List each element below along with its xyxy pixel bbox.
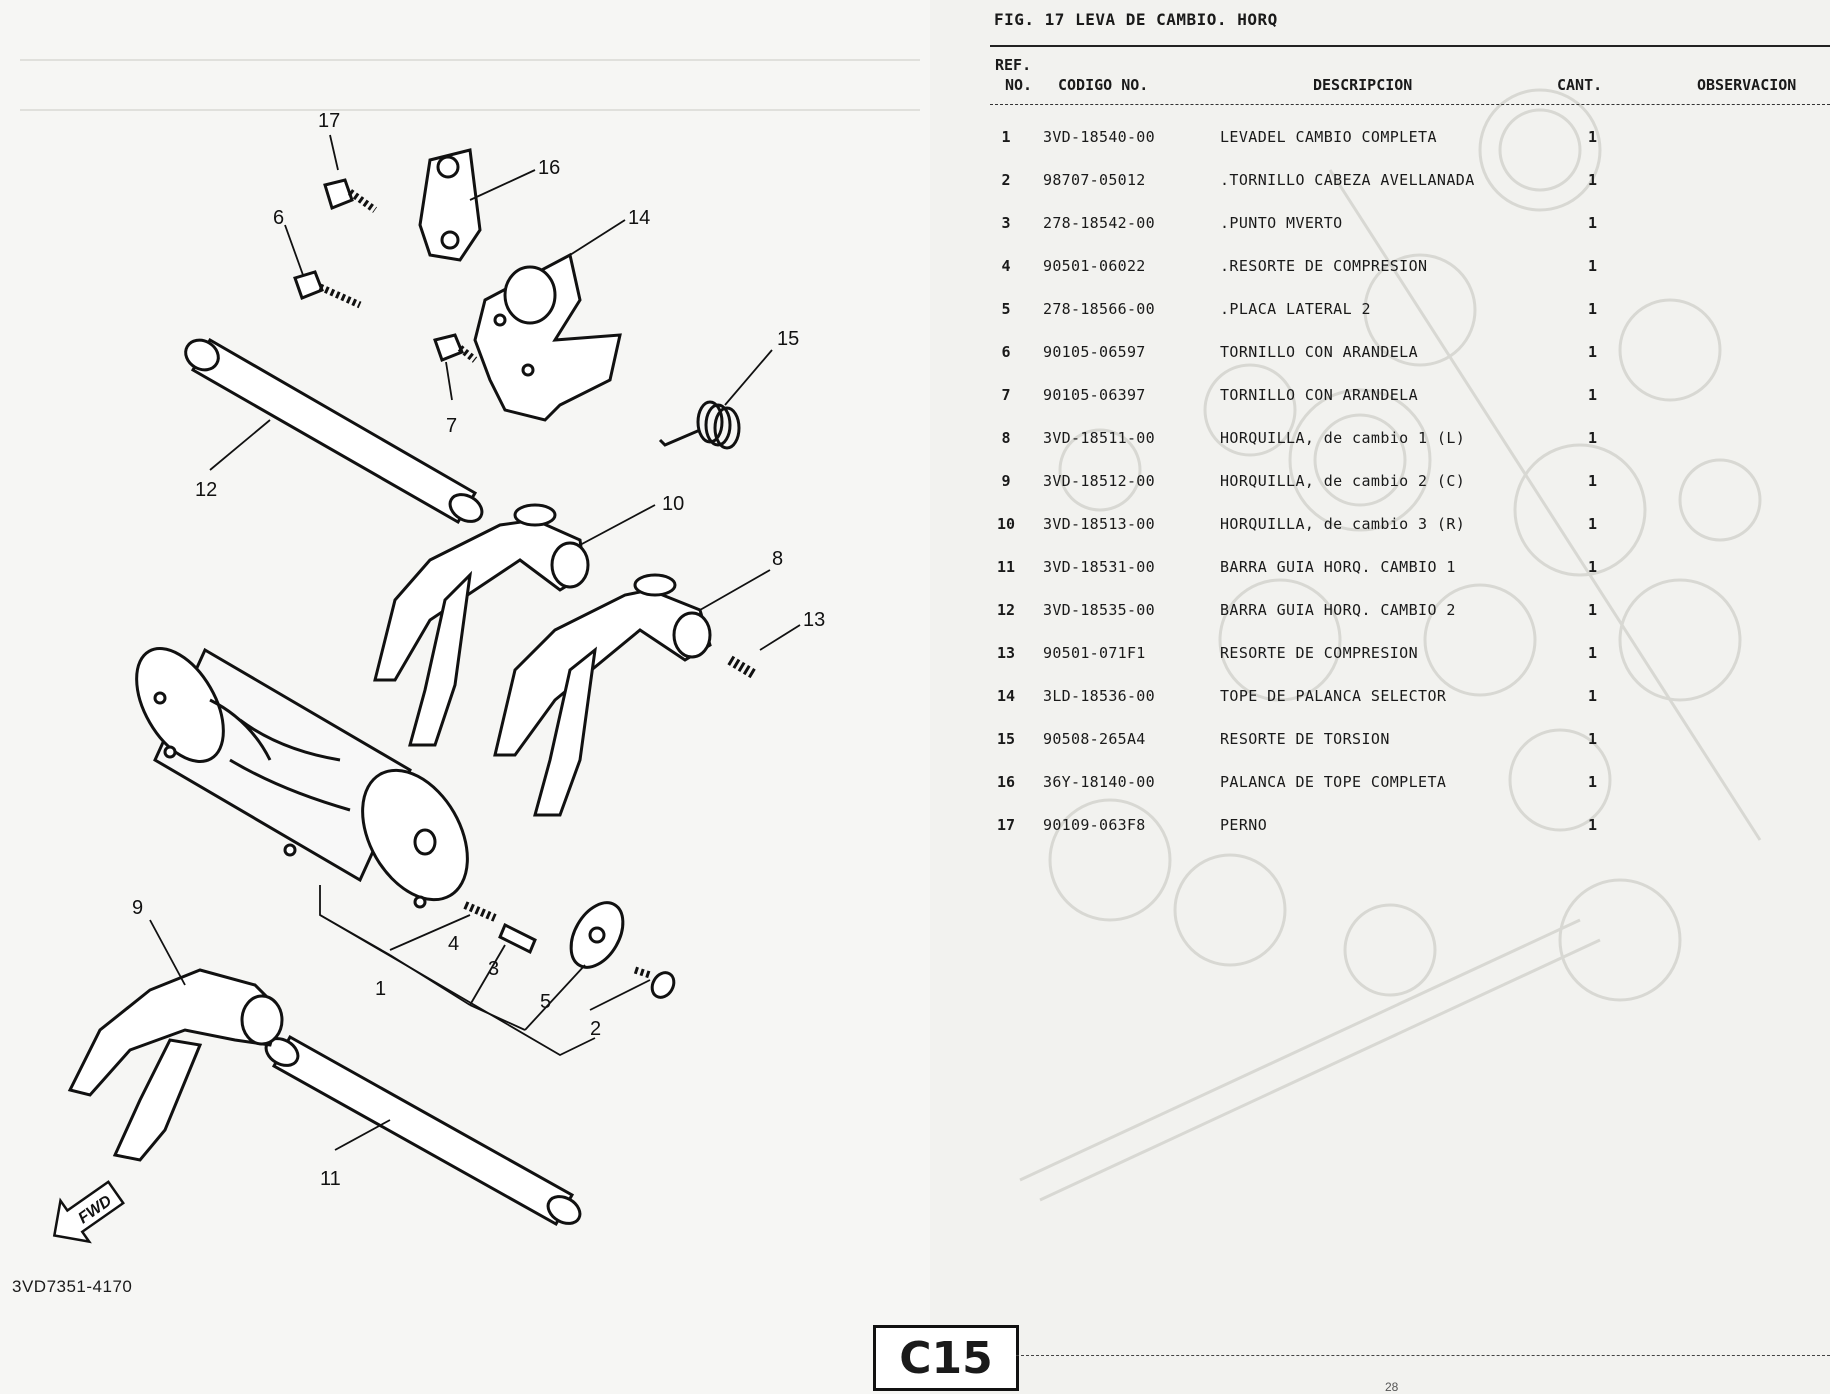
shift-fork-9 — [70, 970, 282, 1160]
code-cell: 90501-06022 — [1043, 257, 1146, 275]
code-cell: 98707-05012 — [1043, 171, 1146, 189]
qty-cell: 1 — [1588, 128, 1598, 146]
ref-cell: 2 — [1001, 171, 1011, 189]
ref-cell: 17 — [996, 816, 1016, 834]
callout-14: 14 — [628, 207, 651, 229]
description-cell: LEVADEL CAMBIO COMPLETA — [1220, 128, 1437, 146]
ref-cell: 1 — [1001, 128, 1011, 146]
code-cell: 90105-06397 — [1043, 386, 1146, 404]
ref-cell: 15 — [996, 730, 1016, 748]
code-cell: 3VD-18513-00 — [1043, 515, 1155, 533]
table-row — [0, 128, 1830, 168]
table-row — [0, 601, 1830, 641]
code-cell: 278-18566-00 — [1043, 300, 1155, 318]
col-header-code: CODIGO NO. — [1058, 76, 1149, 94]
description-cell: RESORTE DE COMPRESION — [1220, 644, 1419, 662]
table-row — [0, 515, 1830, 555]
col-header-ref-bottom: NO. — [1005, 76, 1033, 94]
description-cell: .PLACA LATERAL 2 — [1220, 300, 1371, 318]
description-cell: .RESORTE DE COMPRESION — [1220, 257, 1428, 275]
description-cell: TORNILLO CON ARANDELA — [1220, 343, 1419, 361]
ref-cell: 13 — [996, 644, 1016, 662]
callout-4: 4 — [448, 933, 460, 955]
section-badge: C15 — [873, 1325, 1019, 1391]
table-row — [0, 730, 1830, 770]
table-row — [0, 429, 1830, 469]
table-row — [0, 558, 1830, 598]
ref-cell: 11 — [996, 558, 1016, 576]
footer-rule — [1016, 1355, 1830, 1356]
table-row — [0, 386, 1830, 426]
description-cell: BARRA GUIA HORQ. CAMBIO 1 — [1220, 558, 1456, 576]
description-cell: PALANCA DE TOPE COMPLETA — [1220, 773, 1447, 791]
code-cell: 90508-265A4 — [1043, 730, 1146, 748]
qty-cell: 1 — [1588, 730, 1598, 748]
qty-cell: 1 — [1588, 515, 1598, 533]
col-header-description: DESCRIPCION — [1313, 76, 1413, 94]
description-cell: TOPE DE PALANCA SELECTOR — [1220, 687, 1447, 705]
diagram-code: 3VD7351-4170 — [12, 1277, 133, 1296]
description-cell: BARRA GUIA HORQ. CAMBIO 2 — [1220, 601, 1456, 619]
qty-cell: 1 — [1588, 386, 1598, 404]
page-number: 28 — [1385, 1380, 1399, 1394]
callout-9: 9 — [132, 897, 144, 919]
table-row — [0, 214, 1830, 254]
callout-5: 5 — [540, 991, 552, 1013]
description-cell: .PUNTO MVERTO — [1220, 214, 1343, 232]
table-row — [0, 300, 1830, 340]
ref-cell: 9 — [1001, 472, 1011, 490]
ref-cell: 6 — [1001, 343, 1011, 361]
table-row — [0, 257, 1830, 297]
header-rule-bottom — [990, 104, 1830, 105]
qty-cell: 1 — [1588, 343, 1598, 361]
code-cell: 90109-063F8 — [1043, 816, 1146, 834]
ref-cell: 3 — [1001, 214, 1011, 232]
qty-cell: 1 — [1588, 214, 1598, 232]
callout-7: 7 — [446, 415, 458, 437]
callout-6: 6 — [273, 207, 285, 229]
neutral-point-3 — [500, 925, 535, 952]
callout-17: 17 — [318, 110, 341, 132]
qty-cell: 1 — [1588, 644, 1598, 662]
header-rule-top — [990, 45, 1830, 47]
description-cell: RESORTE DE TORSION — [1220, 730, 1390, 748]
code-cell: 3VD-18531-00 — [1043, 558, 1155, 576]
callout-8: 8 — [772, 548, 784, 570]
table-row — [0, 472, 1830, 512]
qty-cell: 1 — [1588, 300, 1598, 318]
description-cell: HORQUILLA, de cambio 3 (R) — [1220, 515, 1466, 533]
callout-11: 11 — [320, 1168, 341, 1190]
callout-3: 3 — [488, 958, 500, 980]
code-cell: 3VD-18535-00 — [1043, 601, 1155, 619]
description-cell: PERNO — [1220, 816, 1268, 834]
qty-cell: 1 — [1588, 558, 1598, 576]
callout-12: 12 — [195, 479, 218, 501]
description-cell: HORQUILLA, de cambio 2 (C) — [1220, 472, 1466, 490]
description-cell: .TORNILLO CABEZA AVELLANADA — [1220, 171, 1475, 189]
table-row — [0, 343, 1830, 383]
qty-cell: 1 — [1588, 773, 1598, 791]
table-row — [0, 773, 1830, 813]
callout-13: 13 — [803, 609, 826, 631]
shift-rod-11 — [261, 1033, 584, 1229]
callout-2: 2 — [590, 1018, 602, 1040]
table-row — [0, 644, 1830, 684]
callout-10: 10 — [662, 493, 685, 515]
col-header-ref-top: REF. — [995, 56, 1032, 74]
description-cell: HORQUILLA, de cambio 1 (L) — [1220, 429, 1466, 447]
description-cell: TORNILLO CON ARANDELA — [1220, 386, 1419, 404]
qty-cell: 1 — [1588, 601, 1598, 619]
ref-cell: 10 — [996, 515, 1016, 533]
table-row — [0, 687, 1830, 727]
code-cell: 90105-06597 — [1043, 343, 1146, 361]
col-header-remarks: OBSERVACION — [1697, 76, 1797, 94]
qty-cell: 1 — [1588, 171, 1598, 189]
fwd-label: FWD — [75, 1192, 116, 1228]
code-cell: 3VD-18540-00 — [1043, 128, 1155, 146]
table-row — [0, 171, 1830, 211]
side-plate-5 — [560, 894, 633, 977]
ref-cell: 12 — [996, 601, 1016, 619]
code-cell: 3LD-18536-00 — [1043, 687, 1155, 705]
fwd-arrow-icon — [40, 1172, 130, 1256]
callout-16: 16 — [538, 157, 561, 179]
figure-title: FIG. 17 LEVA DE CAMBIO. HORQ — [994, 10, 1278, 29]
qty-cell: 1 — [1588, 257, 1598, 275]
ref-cell: 16 — [996, 773, 1016, 791]
table-row — [0, 816, 1830, 856]
ref-cell: 14 — [996, 687, 1016, 705]
code-cell: 3VD-18511-00 — [1043, 429, 1155, 447]
ref-cell: 5 — [1001, 300, 1011, 318]
col-header-qty: CANT. — [1557, 76, 1603, 94]
code-cell: 90501-071F1 — [1043, 644, 1146, 662]
ref-cell: 7 — [1001, 386, 1011, 404]
code-cell: 36Y-18140-00 — [1043, 773, 1155, 791]
qty-cell: 1 — [1588, 816, 1598, 834]
qty-cell: 1 — [1588, 429, 1598, 447]
code-cell: 3VD-18512-00 — [1043, 472, 1155, 490]
code-cell: 278-18542-00 — [1043, 214, 1155, 232]
qty-cell: 1 — [1588, 472, 1598, 490]
ref-cell: 4 — [1001, 257, 1011, 275]
callout-1: 1 — [375, 978, 387, 1000]
callout-15: 15 — [777, 328, 800, 350]
qty-cell: 1 — [1588, 687, 1598, 705]
ref-cell: 8 — [1001, 429, 1011, 447]
